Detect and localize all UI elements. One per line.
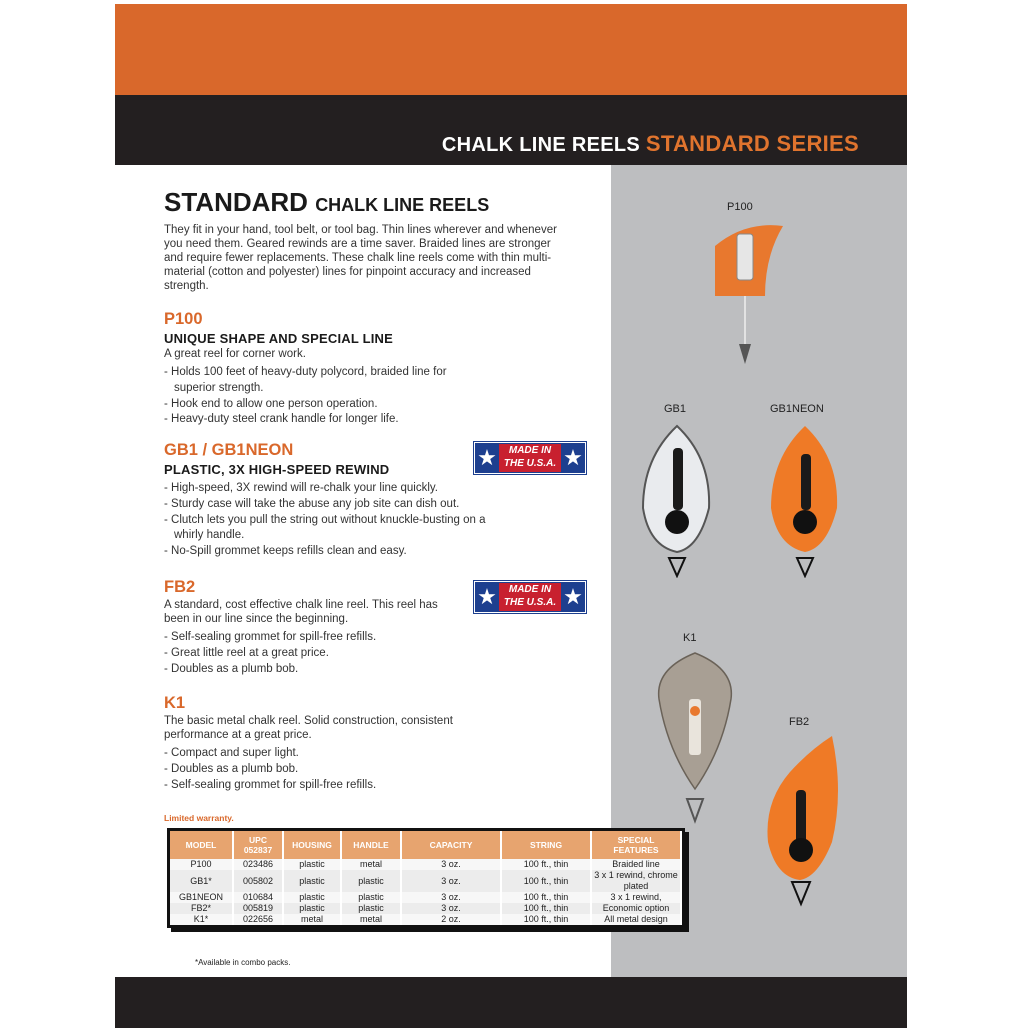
cell: 022656 — [233, 914, 283, 925]
list-item: - Sturdy case will take the abuse any job site can dish out. — [164, 497, 460, 510]
col-header: UPC 052837 — [233, 831, 283, 859]
section-p100 — [164, 310, 564, 428]
cell: FB2* — [170, 903, 233, 914]
section-k1 — [164, 694, 564, 793]
cell: 005819 — [233, 903, 283, 914]
section-bullets — [164, 481, 509, 560]
product-label-p100: P100 — [727, 201, 753, 213]
badge-line1: MADE IN — [508, 584, 552, 595]
section-title: GB1 / GB1NEON — [164, 441, 294, 459]
cell: plastic — [283, 892, 341, 903]
cell: GB1* — [170, 870, 233, 892]
fb2-reel-image — [760, 732, 846, 908]
series-title — [442, 131, 859, 157]
badge-line2: THE U.S.A. — [503, 458, 557, 469]
gb1-reel-image — [639, 418, 715, 578]
col-header: STRING — [501, 831, 591, 859]
gb1neon-reel-image — [767, 418, 843, 578]
col-header: HOUSING — [283, 831, 341, 859]
list-item: - Heavy-duty steel crank handle for longer life. — [164, 413, 399, 426]
col-header: MODEL — [170, 831, 233, 859]
table-row — [170, 892, 681, 903]
product-label-fb2: FB2 — [789, 716, 810, 728]
cell: 100 ft., thin — [501, 859, 591, 870]
cell: 3 oz. — [401, 903, 501, 914]
list-item: - Clutch lets you pull the string out without knuckle-busting on a whirly handle. — [164, 513, 486, 542]
footer-band — [115, 977, 907, 1028]
catalog-page — [115, 4, 907, 1024]
table-header-row — [170, 831, 681, 859]
cell: 3 x 1 rewind, chrome plated — [591, 870, 681, 892]
footnote: *Available in combo packs. — [195, 958, 291, 967]
cell: 3 x 1 rewind, — [591, 892, 681, 903]
list-item: - Doubles as a plumb bob. — [164, 762, 299, 775]
table-row — [170, 870, 681, 892]
section-subtitle: PLASTIC, 3X HIGH-SPEED REWIND — [164, 462, 390, 477]
series-title-white: CHALK LINE REELS — [441, 134, 641, 156]
col-header: HANDLE — [341, 831, 401, 859]
cell: 010684 — [233, 892, 283, 903]
cell: plastic — [341, 903, 401, 914]
table-row — [170, 914, 681, 925]
cell: plastic — [283, 859, 341, 870]
badge-line2: THE U.S.A. — [503, 597, 557, 608]
section-desc: A great reel for corner work. — [164, 348, 306, 360]
k1-reel-image — [653, 649, 737, 824]
spec-table — [167, 828, 685, 928]
star-icon: ★ — [477, 445, 497, 470]
product-label-k1: K1 — [683, 632, 697, 644]
series-title-orange: STANDARD SERIES — [645, 131, 859, 156]
section-bullets — [164, 746, 564, 793]
warranty-note: Limited warranty. — [164, 813, 234, 823]
section-title: FB2 — [164, 578, 196, 596]
cell: plastic — [283, 903, 341, 914]
cell: Economic option — [591, 903, 681, 914]
list-item: - Great little reel at a great price. — [164, 646, 329, 659]
section-subtitle: UNIQUE SHAPE AND SPECIAL LINE — [164, 331, 393, 346]
section-desc: A standard, cost effective chalk line reel. This reel has been in our line since the beginning. — [164, 599, 438, 625]
cell: metal — [341, 859, 401, 870]
badge-text — [499, 583, 561, 611]
cell: 3 oz. — [401, 870, 501, 892]
cell: metal — [341, 914, 401, 925]
badge-line1: MADE IN — [508, 445, 552, 456]
cell: All metal design — [591, 914, 681, 925]
cell: 2 oz. — [401, 914, 501, 925]
list-item: - Self-sealing grommet for spill-free refills. — [164, 631, 377, 643]
cell: P100 — [170, 859, 233, 870]
cell: 005802 — [233, 870, 283, 892]
section-bullets — [164, 365, 484, 428]
cell: GB1NEON — [170, 892, 233, 903]
cell: plastic — [341, 870, 401, 892]
col-header: CAPACITY — [401, 831, 501, 859]
star-icon: ★ — [477, 584, 497, 609]
list-item: - No-Spill grommet keeps refills clean and easy. — [164, 545, 407, 558]
cell: K1* — [170, 914, 233, 925]
list-item: - Hook end to allow one person operation. — [164, 397, 378, 410]
p100-reel-image — [705, 216, 789, 366]
header-orange-band — [115, 4, 907, 95]
section-title: P100 — [164, 310, 203, 328]
made-in-usa-badge — [474, 581, 586, 613]
section-bullets — [164, 630, 564, 677]
product-label-gb1neon: GB1NEON — [770, 403, 824, 415]
table-row — [170, 859, 681, 870]
cell: 3 oz. — [401, 892, 501, 903]
section-desc: The basic metal chalk reel. Solid construction, consistent performance at a great price. — [164, 715, 453, 741]
product-label-gb1: GB1 — [664, 403, 687, 415]
page-title-small: CHALK LINE REELS — [315, 195, 490, 215]
col-header: SPECIAL FEATURES — [591, 831, 681, 859]
cell: 100 ft., thin — [501, 903, 591, 914]
cell: 100 ft., thin — [501, 914, 591, 925]
table-row — [170, 903, 681, 914]
list-item: - Compact and super light. — [164, 747, 299, 759]
cell: 3 oz. — [401, 859, 501, 870]
page-title-big: STANDARD — [164, 187, 308, 217]
star-icon: ★ — [563, 584, 583, 609]
list-item: - Self-sealing grommet for spill-free refills. — [164, 778, 377, 791]
cell: Braided line — [591, 859, 681, 870]
cell: plastic — [341, 892, 401, 903]
list-item: - High-speed, 3X rewind will re-chalk your line quickly. — [164, 482, 438, 494]
star-icon: ★ — [563, 445, 583, 470]
made-in-usa-badge — [474, 442, 586, 474]
badge-text — [499, 444, 561, 472]
list-item: - Doubles as a plumb bob. — [164, 662, 299, 675]
cell: 100 ft., thin — [501, 892, 591, 903]
list-item: - Holds 100 feet of heavy-duty polycord, braided line for superior strength. — [164, 366, 447, 394]
cell: plastic — [283, 870, 341, 892]
section-title: K1 — [164, 694, 186, 712]
main-content — [164, 188, 564, 294]
page-title — [164, 188, 564, 217]
cell: 100 ft., thin — [501, 870, 591, 892]
cell: metal — [283, 914, 341, 925]
cell: 023486 — [233, 859, 283, 870]
intro-text: They fit in your hand, tool belt, or tool bag. Thin lines wherever and whenever you need them. Geared rewinds are a time saver. Braided lines are stronger and require fewer replacements. These chalk line reels come with thin multi-material (cotton and polyester) lines for pinpoint accuracy and increased strength. — [164, 223, 557, 293]
